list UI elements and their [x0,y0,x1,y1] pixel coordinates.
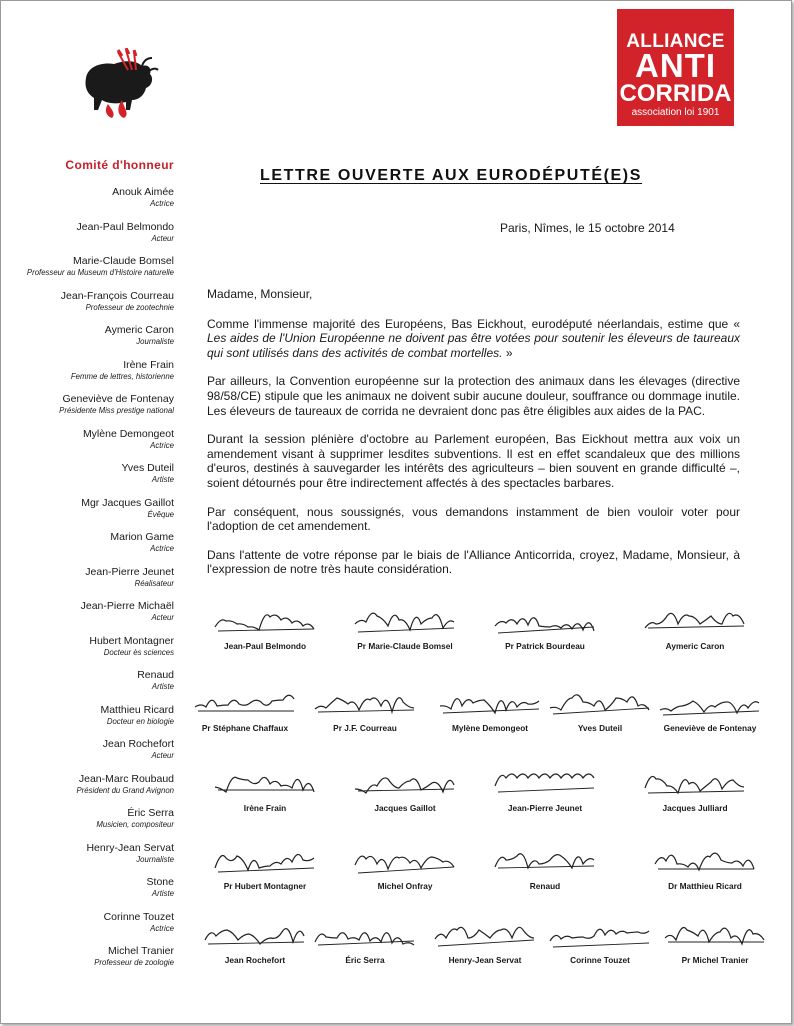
member-role: Musicien, compositeur [96,820,174,829]
quote-close: » [502,345,513,360]
handwritten-signature-icon [640,598,750,638]
member-role: Docteur ès sciences [103,647,174,657]
committee-title: Comité d'honneur [65,158,174,172]
handwritten-signature-icon [190,680,300,720]
committee-member [20,842,174,877]
committee-member [20,497,174,532]
handwritten-signature-icon [650,838,760,878]
committee-member [20,773,174,808]
handwritten-signature-icon [350,598,460,638]
signature-label: Pr Stéphane Chaffaux [201,723,289,733]
member-role: Réalisateur [134,578,174,588]
member-name: Irène Frain [123,358,174,371]
member-role: Artiste [151,682,174,691]
signature [480,838,610,891]
signature [630,760,760,813]
signature [480,598,610,651]
member-name: Aymeric Caron [104,324,174,336]
committee-member [20,462,174,497]
signature-label: Jacques Gaillot [374,803,436,813]
member-name: Jean-François Courreau [60,289,174,302]
member-role: Professeur de zootechnie [85,302,174,312]
handwritten-signature-icon [310,912,420,952]
member-name: Mgr Jacques Gaillot [81,496,174,509]
signature [535,912,665,965]
handwritten-signature-icon [210,760,320,800]
greeting: Madame, Monsieur, [207,287,313,301]
signature [300,912,430,965]
committee-member [20,186,174,221]
member-name: Stone [146,876,174,888]
paragraph-2: Par ailleurs, la Convention européenne sur la protection des animaux dans les élevages (directive 98/58/CE) stipule que les animaux ne doivent subir aucune douleur, souffrance ou dommage inutile. Les éleveurs de taureaux de corrida ne devraient donc pas être éligibles aux aides de la PAC. [207,374,740,418]
handwritten-signature-icon [350,838,460,878]
signature-label: Jean-Pierre Jeunet [507,803,583,813]
logo-line-3: CORRIDA [619,80,732,107]
signature-label: Irène Frain [243,803,287,813]
committee-member [20,255,174,290]
committee-member [20,911,174,946]
signature-label: Dr Matthieu Ricard [668,881,742,891]
member-role: Artiste [151,475,174,484]
signature [650,912,780,965]
signature [645,680,775,733]
handwritten-signature-icon [200,912,310,952]
member-role: Acteur [151,233,174,243]
member-name: Anouk Aimée [112,186,174,198]
committee-member [20,290,174,325]
signature-label: Pr J.F. Courreau [333,723,397,733]
signature-label: Jacques Julliard [662,803,728,813]
member-role: Actrice [150,440,174,450]
member-role: Actrice [150,923,174,933]
signature-label: Pr Patrick Bourdeau [505,641,585,651]
member-name: Yves Duteil [121,462,174,474]
signature [340,838,470,891]
member-role: Femme de lettres, historienne [70,371,174,381]
letter-title: LETTRE OUVERTE AUX EURODÉPUTÉ(E)S [260,167,643,184]
alliance-anticorrida-logo [617,9,734,126]
handwritten-signature-icon [350,760,460,800]
member-role: Actrice [150,544,174,553]
committee-member [20,807,174,842]
member-role: Acteur [151,751,174,760]
signature-label: Éric Serra [345,955,385,965]
paragraph-4: Par conséquent, nous soussignés, vous demandons instamment de bien vouloir voter pour l'adoption de cet amendement. [207,504,740,534]
member-name: Marion Game [110,531,174,543]
committee-member [20,221,174,256]
member-role: Professeur de zoologie [94,958,174,967]
member-name: Matthieu Ricard [100,703,174,716]
committee-member [20,531,174,566]
member-name: Marie-Claude Bomsel [73,255,174,267]
committee-member [20,600,174,635]
signature [300,680,430,733]
handwritten-signature-icon [435,680,545,720]
member-name: Henry-Jean Servat [86,841,174,854]
member-name: Jean-Marc Roubaud [78,772,174,785]
paragraph-1 [207,317,740,361]
member-role: Docteur en biologie [106,716,174,726]
signature-label: Aymeric Caron [665,641,725,651]
signature [480,760,610,813]
member-name: Geneviève de Fontenay [62,393,174,405]
committee-member [20,704,174,739]
committee-member [20,669,174,704]
signature [640,838,770,891]
signature [200,760,330,813]
signature [340,598,470,651]
member-role: Président du Grand Avignon [76,785,174,795]
signature-label: Geneviève de Fontenay [663,723,757,733]
handwritten-signature-icon [490,838,600,878]
member-name: Corinne Touzet [103,910,174,923]
committee-member [20,876,174,911]
signature [630,598,760,651]
signature-label: Jean-Paul Belmondo [223,641,307,651]
member-name: Jean-Paul Belmondo [76,220,174,233]
quote-open: « [733,316,740,331]
signature-label: Pr Hubert Montagner [223,881,307,891]
letter-date: Paris, Nîmes, le 15 octobre 2014 [500,221,675,235]
committee-member [20,635,174,670]
handwritten-signature-icon [660,912,770,952]
logo-line-4: association loi 1901 [631,107,720,118]
handwritten-signature-icon [655,680,765,720]
signature-label: Pr Marie-Claude Bomsel [357,641,453,651]
member-name: Jean-Pierre Jeunet [85,565,174,578]
handwritten-signature-icon [310,680,420,720]
logo-line-1: ALLIANCE [626,31,725,52]
member-role: Actrice [150,199,174,208]
committee-member [20,393,174,428]
member-name: Jean-Pierre Michaël [80,600,174,612]
handwritten-signature-icon [545,912,655,952]
handwritten-signature-icon [545,680,655,720]
member-name: Michel Tranier [108,945,174,957]
signature [340,760,470,813]
honor-committee-list [20,186,174,980]
handwritten-signature-icon [640,760,750,800]
eickhout-quote: Les aides de l'Union Européenne ne doivent pas être votées pour soutenir les éleveurs de taureaux qui sont utilisés dans des activités de combat mortelles. [207,331,740,360]
signature-label: Mylène Demongeot [451,723,529,733]
signature-label: Pr Michel Tranier [681,955,749,965]
handwritten-signature-icon [430,912,540,952]
signature [180,680,310,733]
committee-member [20,566,174,601]
signature-label: Yves Duteil [577,723,623,733]
member-role: Évêque [147,509,174,519]
paragraph-1-intro: Comme l'immense majorité des Européens, Bas Eickhout, eurodéputé néerlandais, estime que [207,316,729,331]
signature-label: Jean Rochefort [224,955,286,965]
member-name: Mylène Demongeot [82,427,174,440]
handwritten-signature-icon [490,598,600,638]
handwritten-signature-icon [210,838,320,878]
member-role: Journaliste [136,854,174,864]
letter-body [207,287,740,591]
member-role: Acteur [151,613,174,622]
committee-member [20,428,174,463]
signature-label: Corinne Touzet [570,955,630,965]
committee-member [20,738,174,773]
member-role: Journaliste [136,337,174,346]
handwritten-signature-icon [490,760,600,800]
member-name: Jean Rochefort [102,738,174,750]
signature [420,912,550,965]
handwritten-signature-icon [210,598,320,638]
member-role: Présidente Miss prestige national [59,406,174,415]
member-name: Renaud [137,669,174,681]
member-role: Professeur au Museum d'Histoire naturelle [26,268,174,277]
signature-label: Michel Onfray [377,881,433,891]
signature-label: Henry-Jean Servat [448,955,522,965]
wounded-bull-icon [78,48,160,120]
committee-member [20,945,174,980]
committee-member [20,359,174,394]
member-name: Hubert Montagner [89,634,174,647]
signature [200,838,330,891]
logo-line-2: ANTI [635,47,716,84]
committee-member [20,324,174,359]
signature-label: Renaud [529,881,561,891]
signature [200,598,330,651]
paragraph-3: Durant la session plénière d'octobre au Parlement européen, Bas Eickhout mettra aux voix un amendement visant à supprimer lesdites subventions. Il est en effet scandaleux que des millions d'euros, destinés à sauvegarder les intérêts des agriculteurs – bien souvent en grande difficulté –, soient détournés pour être indirectement affectés à des spectacles barbares. [207,432,740,490]
member-name: Éric Serra [127,807,174,819]
paragraph-5: Dans l'attente de votre réponse par le biais de l'Alliance Anticorrida, croyez, Madame, Monsieur, à l'expression de notre très haute considération. [207,547,740,577]
member-role: Artiste [151,889,174,898]
